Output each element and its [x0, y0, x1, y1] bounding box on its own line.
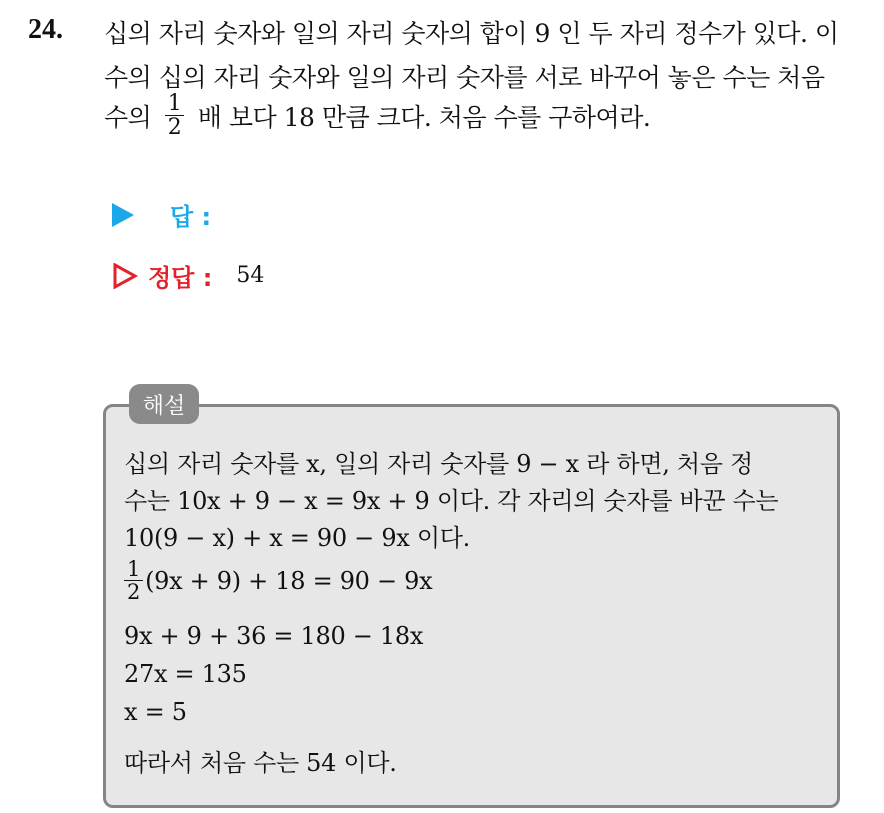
- fraction-denominator: 2: [167, 115, 182, 141]
- question-line-3-suffix: 배 보다 18 만큼 크다. 처음 수를 구하여라.: [197, 103, 651, 133]
- solution-conclusion: 따라서 처음 수는 54 이다.: [124, 749, 397, 777]
- solution-line-2: 수는 10x + 9 − x = 9x + 9 이다. 각 자리의 숫자를 바꾼 수는: [124, 487, 779, 515]
- solution-equation-1: [124, 557, 433, 605]
- fraction-one-half: [165, 92, 185, 139]
- solution-line-1: 십의 자리 숫자를 x, 일의 자리 숫자를 9 − x 라 하면, 처음 정: [124, 450, 753, 478]
- solution-fraction-numerator: 1: [124, 558, 143, 581]
- answer-label: 답 :: [170, 203, 212, 231]
- question-number: 24.: [28, 14, 63, 45]
- solution-fraction-one-half: [124, 558, 143, 603]
- solution-equation-1-rest: (9x + 9) + 18 = 90 − 9x: [145, 567, 433, 596]
- solution-fraction-denominator: 2: [127, 580, 141, 605]
- fraction-numerator: 1: [165, 92, 185, 116]
- correct-answer-value: 54: [236, 263, 265, 288]
- solution-line-3: 10(9 − x) + x = 90 − 9x 이다.: [124, 524, 470, 552]
- question-line-3: [104, 91, 651, 143]
- play-arrow-icon: [112, 203, 134, 227]
- answer-input-row[interactable]: [112, 197, 211, 232]
- outline-arrow-icon: [112, 263, 138, 289]
- solution-equation-3: 27x = 135: [124, 660, 247, 688]
- solution-equation-4: x = 5: [124, 698, 187, 726]
- solution-tab: 해설: [129, 384, 199, 424]
- correct-answer-label: 정답 :: [148, 264, 213, 292]
- question-line-3-prefix: 수의: [104, 103, 152, 133]
- solution-equation-2: 9x + 9 + 36 = 180 − 18x: [124, 622, 424, 650]
- question-line-1: 십의 자리 숫자와 일의 자리 숫자의 합이 9 인 두 자리 정수가 있다. 이: [104, 19, 839, 48]
- question-line-2: 수의 십의 자리 숫자와 일의 자리 숫자를 서로 바꾸어 놓은 수는 처음: [104, 63, 825, 92]
- correct-answer-row: [112, 258, 264, 293]
